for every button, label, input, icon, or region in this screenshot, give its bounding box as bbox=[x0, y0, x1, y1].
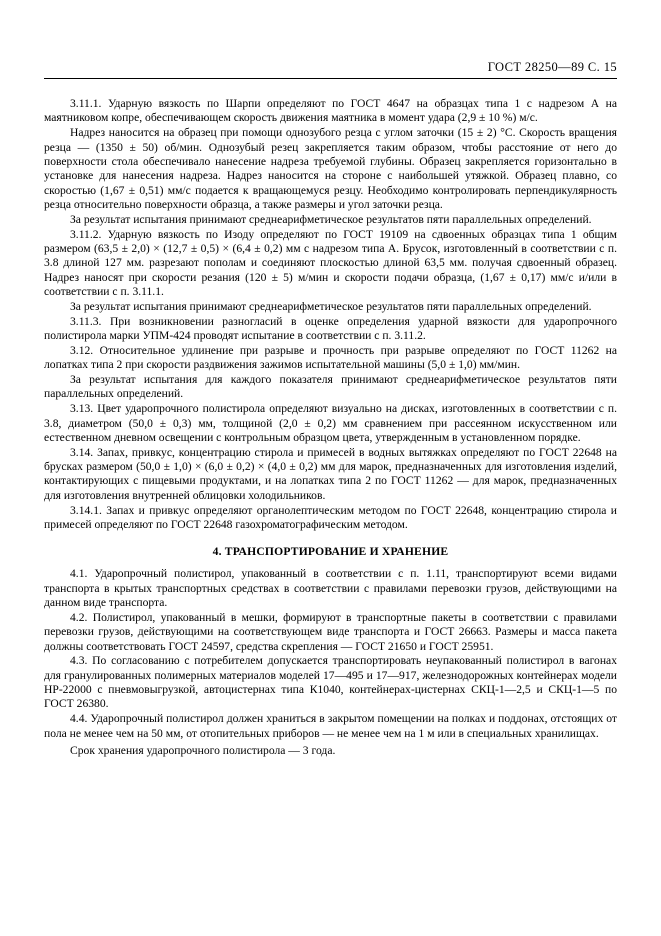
paragraph: Срок хранения ударопрочного полистирола — 3 года. bbox=[70, 744, 336, 758]
page-header: ГОСТ 28250—89 С. 15 bbox=[44, 60, 617, 79]
paragraph: За результат испытания для каждого показателя принимают среднеарифметическое результатов пяти параллельных определений. bbox=[44, 373, 617, 401]
paragraph: 3.11.2. Ударную вязкость по Изоду определяют по ГОСТ 19109 на сдвоенных образцах типа 1 общим размером (63,5 ± 2,0) × (12,7 ± 0,5) × (6,4 ± 0,2) мм с надрезом типа А. Брусок, изготовленный в соответствии с п. 3.8 длиной 127 мм. разрезают пополам и соединяют плоскостью длиной 63,5 мм. получая сдвоенный образец. Надрез наносят при скорости резания (120 ± 5) м/мин и скорости подачи образца, (1,67 ± 0,17) мм/с и/или в соответствии с п. 3.11.1. bbox=[44, 227, 617, 298]
body-text-block-2 bbox=[44, 567, 617, 758]
paragraph: 4.3. По согласованию с потребителем допускается транспортировать неупакованный полистирол в вагонах для гранулированных полимерных материалов моделей 17—495 и 17—917, железнодорожных контейнерах модели НР-22000 с пневмовыгрузкой, автоцистернах типа К1040, контейнерах-цистернах СКЦ-1—2,5 и СКЦ-1—5 по ГОСТ 26380. bbox=[44, 654, 617, 711]
paragraph: 3.13. Цвет ударопрочного полистирола определяют визуально на дисках, изготовленных в соответствии с п. 3.8, диаметром (50,0 ± 0,3) мм, толщиной (2,0 ± 0,2) мм сравнением при рассеянном искусственном или естественном дневном освещении с контрольным образцом цвета, утвержденным в установленном порядке. bbox=[44, 402, 617, 444]
paragraph: За результат испытания принимают среднеарифметическое результатов пяти параллельных определений. bbox=[70, 299, 592, 313]
paragraph: Надрез наносится на образец при помощи однозубого резца с углом заточки (15 ± 2) °С. Скорость вращения резца — (1350 ± 50) об/мин. Однозубый резец закрепляется таким образом, чтобы расстояние от него до поверхности стола обеспечивало нанесение надреза требуемой глубины. Образец закрепляется горизонтально в установке для нанесения надреза. Надрез наносится на стороне с наибольшей утяжкой. Образец плавно, со скоростью (1,67 ± 0,51) мм/с подается к вращающемуся резцу. Необходимо контролировать перпендикулярность резца относительно поверхности образца, а также размеры и угол заточки резца. bbox=[44, 126, 617, 211]
paragraph: 4.1. Ударопрочный полистирол, упакованный в соответствии с п. 1.11, транспортируют всеми видами транспорта в крытых транспортных средствах в соответствии с правилами перевозки грузов, действующими на данном виде транспорта. bbox=[44, 567, 617, 609]
paragraph: 4.4. Ударопрочный полистирол должен храниться в закрытом помещении на полках и поддонах, отстоящих от пола не менее чем на 50 мм, от отопительных приборов — не менее чем на 1 м или в специальных хранилищах. bbox=[44, 712, 617, 740]
paragraph: 4.2. Полистирол, упакованный в мешки, формируют в транспортные пакеты в соответствии с правилами перевозки грузов, действующими на соответствующем виде транспорта и ГОСТ 26663. Размеры и масса пакета должны соответствовать ГОСТ 24597, средства скрепления — ГОСТ 21650 и ГОСТ 25951. bbox=[44, 610, 617, 653]
paragraph: 3.14. Запах, привкус, концентрацию стирола и примесей в водных вытяжках определяют по ГОСТ 22648 на брусках размером (50,0 ± 1,0) × (6,0 ± 0,2) × (4,0 ± 0,2) мм для марок, предназначенных для изготовления изделий, контактирующих с пищевыми продуктами, и на лопатках типа 2 по ГОСТ 11262 — для марок, предназначенных для изготовления внутренней облицовки холодильников. bbox=[44, 445, 617, 502]
paragraph: 3.12. Относительное удлинение при разрыве и прочность при разрыве определяют по ГОСТ 11262 на лопатках типа 2 при скорости раздвижения зажимов испытательной машины (5,0 ± 1,0) мм/мин. bbox=[44, 343, 617, 372]
paragraph: За результат испытания принимают среднеарифметическое результатов пяти параллельных определений. bbox=[70, 212, 592, 226]
paragraph: 3.14.1. Запах и привкус определяют органолептическим методом по ГОСТ 22648, концентрацию стирола и примесей определяют по ГОСТ 22648 газохроматографическим методом. bbox=[44, 503, 617, 531]
section-heading: 4. ТРАНСПОРТИРОВАНИЕ И ХРАНЕНИЕ bbox=[212, 545, 449, 559]
body-text-block-1 bbox=[44, 97, 617, 532]
paragraph: 3.11.1. Ударную вязкость по Шарпи определяют по ГОСТ 4647 на образцах типа 1 с надрезом А на маятниковом копре, обеспечивающем скорость движения маятника в момент удара (2,9 ± 10 %) м/с. bbox=[44, 97, 617, 125]
paragraph: 3.11.3. При возникновении разногласий в оценке определения ударной вязкости для ударопрочного полистирола марки УПМ-424 проводят испытание в соответствии с п. 3.11.2. bbox=[44, 314, 617, 342]
